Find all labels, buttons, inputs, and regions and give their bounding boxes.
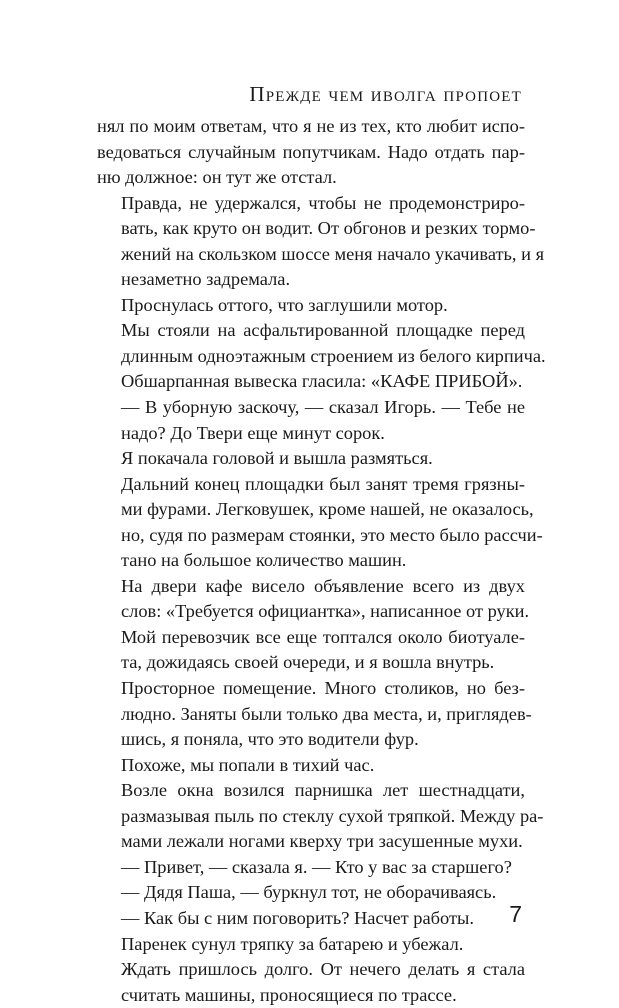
paragraph (97, 880, 525, 906)
paragraph (97, 932, 525, 958)
text-line: Паренек сунул тряпку за батарею и убежал. (121, 933, 464, 954)
text-line: — Привет, — сказала я. — Кто у вас за старшего? (121, 856, 512, 877)
paragraph (97, 395, 525, 446)
paragraph (97, 906, 525, 932)
text-line: но, судя по размерам стоянки, это место было рассчи- (121, 524, 543, 545)
text-line: та, дожидаясь своей очереди, и я вошла внутрь. (121, 652, 495, 673)
body-text (97, 114, 546, 1008)
paragraph (97, 472, 543, 574)
running-head: Прежде чем иволга пропоет (249, 82, 522, 106)
text-line: Проснулась оттого, что заглушили мотор. (121, 294, 448, 315)
text-line: незаметно задремала. (121, 269, 291, 290)
text-line: Ждать пришлось долго. От нечего делать я стала (121, 959, 525, 980)
text-line: нял по моим ответам, что я не из тех, кто любит испо- (97, 116, 525, 136)
text-line: Я покачала головой и вышла размяться. (121, 448, 433, 469)
text-line: Мы стояли на асфальтированной площадке перед (121, 320, 525, 341)
paragraph (97, 574, 530, 625)
text-line: слов: «Требуется официантка», написанное от руки. (121, 601, 530, 622)
paragraph (97, 191, 545, 293)
paragraph (97, 855, 525, 881)
text-line: На двери кафе висело объявление всего из двух (121, 575, 525, 596)
paragraph (97, 318, 546, 395)
text-line: Возле окна возился парнишка лет шестнадцати, (121, 780, 525, 801)
text-line: Дальний конец площадки был занят тремя грязны- (121, 473, 525, 494)
text-line: Обшарпанная вывеска гласила: «КАФЕ ПРИБОЙ». (121, 371, 523, 392)
text-line: Мой перевозчик все еще топтался около биотуале- (121, 626, 525, 647)
text-line: ми фурами. Легковушек, кроме нашей, не оказалось, (121, 499, 534, 520)
text-line: ведоваться случайным попутчикам. Надо отдать пар- (97, 141, 525, 162)
text-line: — В уборную заскочу, — сказал Игорь. — Тебе не (121, 397, 525, 418)
paragraph (97, 753, 525, 779)
paragraph (97, 778, 544, 855)
text-line: шись, я поняла, что это водители фур. (121, 729, 419, 750)
text-line: — Дядя Паша, — буркнул тот, не оборачиваясь. (121, 882, 497, 903)
paragraph (97, 957, 525, 1008)
text-line: ню должное: он тут же отстал. (97, 167, 337, 188)
text-line: надо? До Твери еще минут сорок. (121, 422, 385, 443)
paragraph (97, 293, 525, 319)
paragraph (97, 114, 525, 191)
text-line: вать, как круто он водит. От обгонов и резких тормо- (121, 218, 536, 239)
paragraph (97, 625, 525, 676)
text-line: размазывая пыль по стеклу сухой тряпкой. Между ра- (121, 805, 544, 826)
page-number: 7 (509, 901, 522, 927)
text-line: длинным одноэтажным строением из белого кирпича. (121, 345, 546, 366)
text-line: тано на большое количество машин. (121, 550, 407, 571)
paragraph (97, 446, 525, 472)
text-line: Похоже, мы попали в тихий час. (121, 754, 375, 775)
text-line: Просторное помещение. Много столиков, но без- (121, 678, 525, 699)
paragraph (97, 676, 532, 753)
text-line: считать машины, проносящиеся по трассе. (121, 984, 457, 1005)
text-line: — Как бы с ним поговорить? Насчет работы. (121, 907, 474, 928)
text-line: Правда, не удержался, чтобы не продемонстриро- (121, 192, 525, 213)
text-line: людно. Заняты были только два места, и, приглядев- (121, 703, 532, 724)
text-line: жений на скользком шоссе меня начало укачивать, и я (121, 243, 545, 264)
text-line: мами лежали ногами кверху три засушенные мухи. (121, 831, 523, 852)
